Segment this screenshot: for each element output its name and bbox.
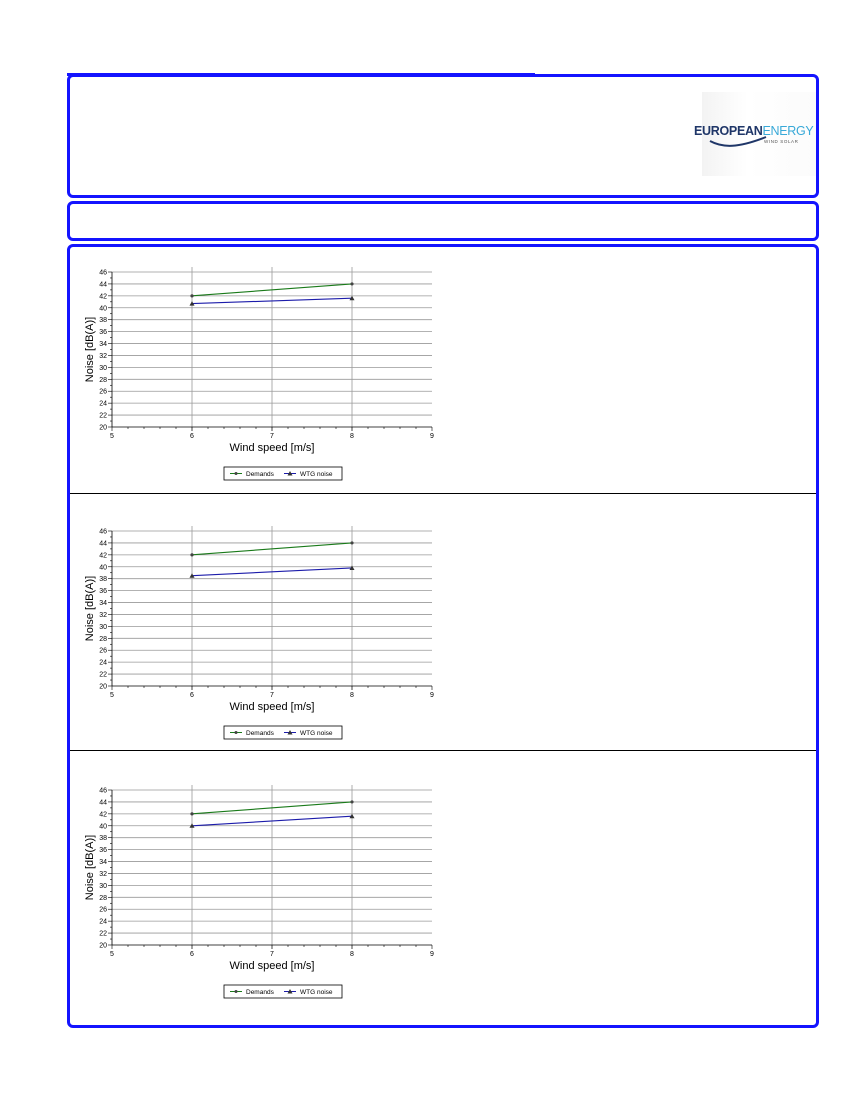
x-tick-label: 7 [270,433,274,440]
y-tick-label: 22 [99,930,107,938]
y-tick-label: 38 [99,835,107,843]
y-tick-label: 46 [99,787,107,795]
data-point [190,553,193,556]
y-tick-label: 44 [99,281,107,289]
x-tick-label: 9 [430,433,434,440]
y-tick-label: 38 [99,317,107,325]
y-tick-label: 30 [99,882,107,890]
x-tick-label: 8 [350,433,354,440]
y-tick-label: 20 [99,683,107,691]
x-tick-label: 7 [270,692,274,699]
y-tick-label: 26 [99,647,107,655]
x-tick-label: 5 [110,951,114,958]
x-tick-label: 8 [350,951,354,958]
x-axis-title: Wind speed [m/s] [229,442,315,454]
y-tick-label: 36 [99,329,107,337]
y-tick-label: 42 [99,293,107,301]
legend-marker [235,472,238,475]
logo-tagline: WIND SOLAR [764,139,799,144]
legend-marker [235,990,238,993]
logo-name-light: ENERGY [762,124,814,138]
y-tick-label: 36 [99,847,107,855]
noise-chart-1 [80,262,440,502]
data-point [350,541,353,544]
x-tick-label: 6 [190,433,194,440]
data-point [350,282,353,285]
legend-label: Demands [246,988,274,996]
y-tick-label: 40 [99,564,107,572]
legend-label: Demands [246,470,274,478]
y-axis-title: Noise [dB(A)] [84,316,96,383]
y-axis-title: Noise [dB(A)] [84,834,96,901]
y-tick-label: 32 [99,611,107,619]
x-tick-label: 5 [110,692,114,699]
y-tick-label: 46 [99,528,107,536]
x-axis-title: Wind speed [m/s] [229,960,315,972]
legend-label: Demands [246,729,274,737]
y-tick-label: 36 [99,588,107,596]
x-tick-label: 9 [430,692,434,699]
y-tick-label: 24 [99,918,107,926]
y-axis-title: Noise [dB(A)] [84,575,96,642]
legend-label: WTG noise [300,729,333,737]
x-tick-label: 5 [110,433,114,440]
data-point [190,812,193,815]
y-tick-label: 20 [99,424,107,432]
x-tick-label: 7 [270,951,274,958]
legend-marker [235,731,238,734]
logo-name-bold: EUROPEAN [694,124,763,138]
report-title-frame [67,201,819,241]
noise-chart-2 [80,521,440,761]
y-tick-label: 34 [99,600,107,608]
x-axis-title: Wind speed [m/s] [229,701,315,713]
y-tick-label: 34 [99,341,107,349]
legend-label: WTG noise [300,988,333,996]
y-tick-label: 22 [99,412,107,420]
y-tick-label: 42 [99,552,107,560]
data-point [350,800,353,803]
y-tick-label: 30 [99,364,107,372]
y-tick-label: 40 [99,823,107,831]
noise-chart-3 [80,780,440,1020]
y-tick-label: 22 [99,671,107,679]
y-tick-label: 28 [99,376,107,384]
y-tick-label: 20 [99,942,107,950]
data-point [190,294,193,297]
y-tick-label: 40 [99,305,107,313]
x-tick-label: 6 [190,951,194,958]
logo-swoosh-icon [708,134,768,148]
y-tick-label: 32 [99,352,107,360]
y-tick-label: 46 [99,269,107,277]
y-tick-label: 34 [99,859,107,867]
x-tick-label: 6 [190,692,194,699]
y-tick-label: 26 [99,388,107,396]
y-tick-label: 44 [99,799,107,807]
y-tick-label: 32 [99,870,107,878]
y-tick-label: 24 [99,400,107,408]
y-tick-label: 30 [99,623,107,631]
y-tick-label: 28 [99,635,107,643]
x-tick-label: 9 [430,951,434,958]
y-tick-label: 28 [99,894,107,902]
y-tick-label: 38 [99,576,107,584]
x-tick-label: 8 [350,692,354,699]
y-tick-label: 26 [99,906,107,914]
y-tick-label: 44 [99,540,107,548]
legend-label: WTG noise [300,470,333,478]
y-tick-label: 42 [99,811,107,819]
y-tick-label: 24 [99,659,107,667]
